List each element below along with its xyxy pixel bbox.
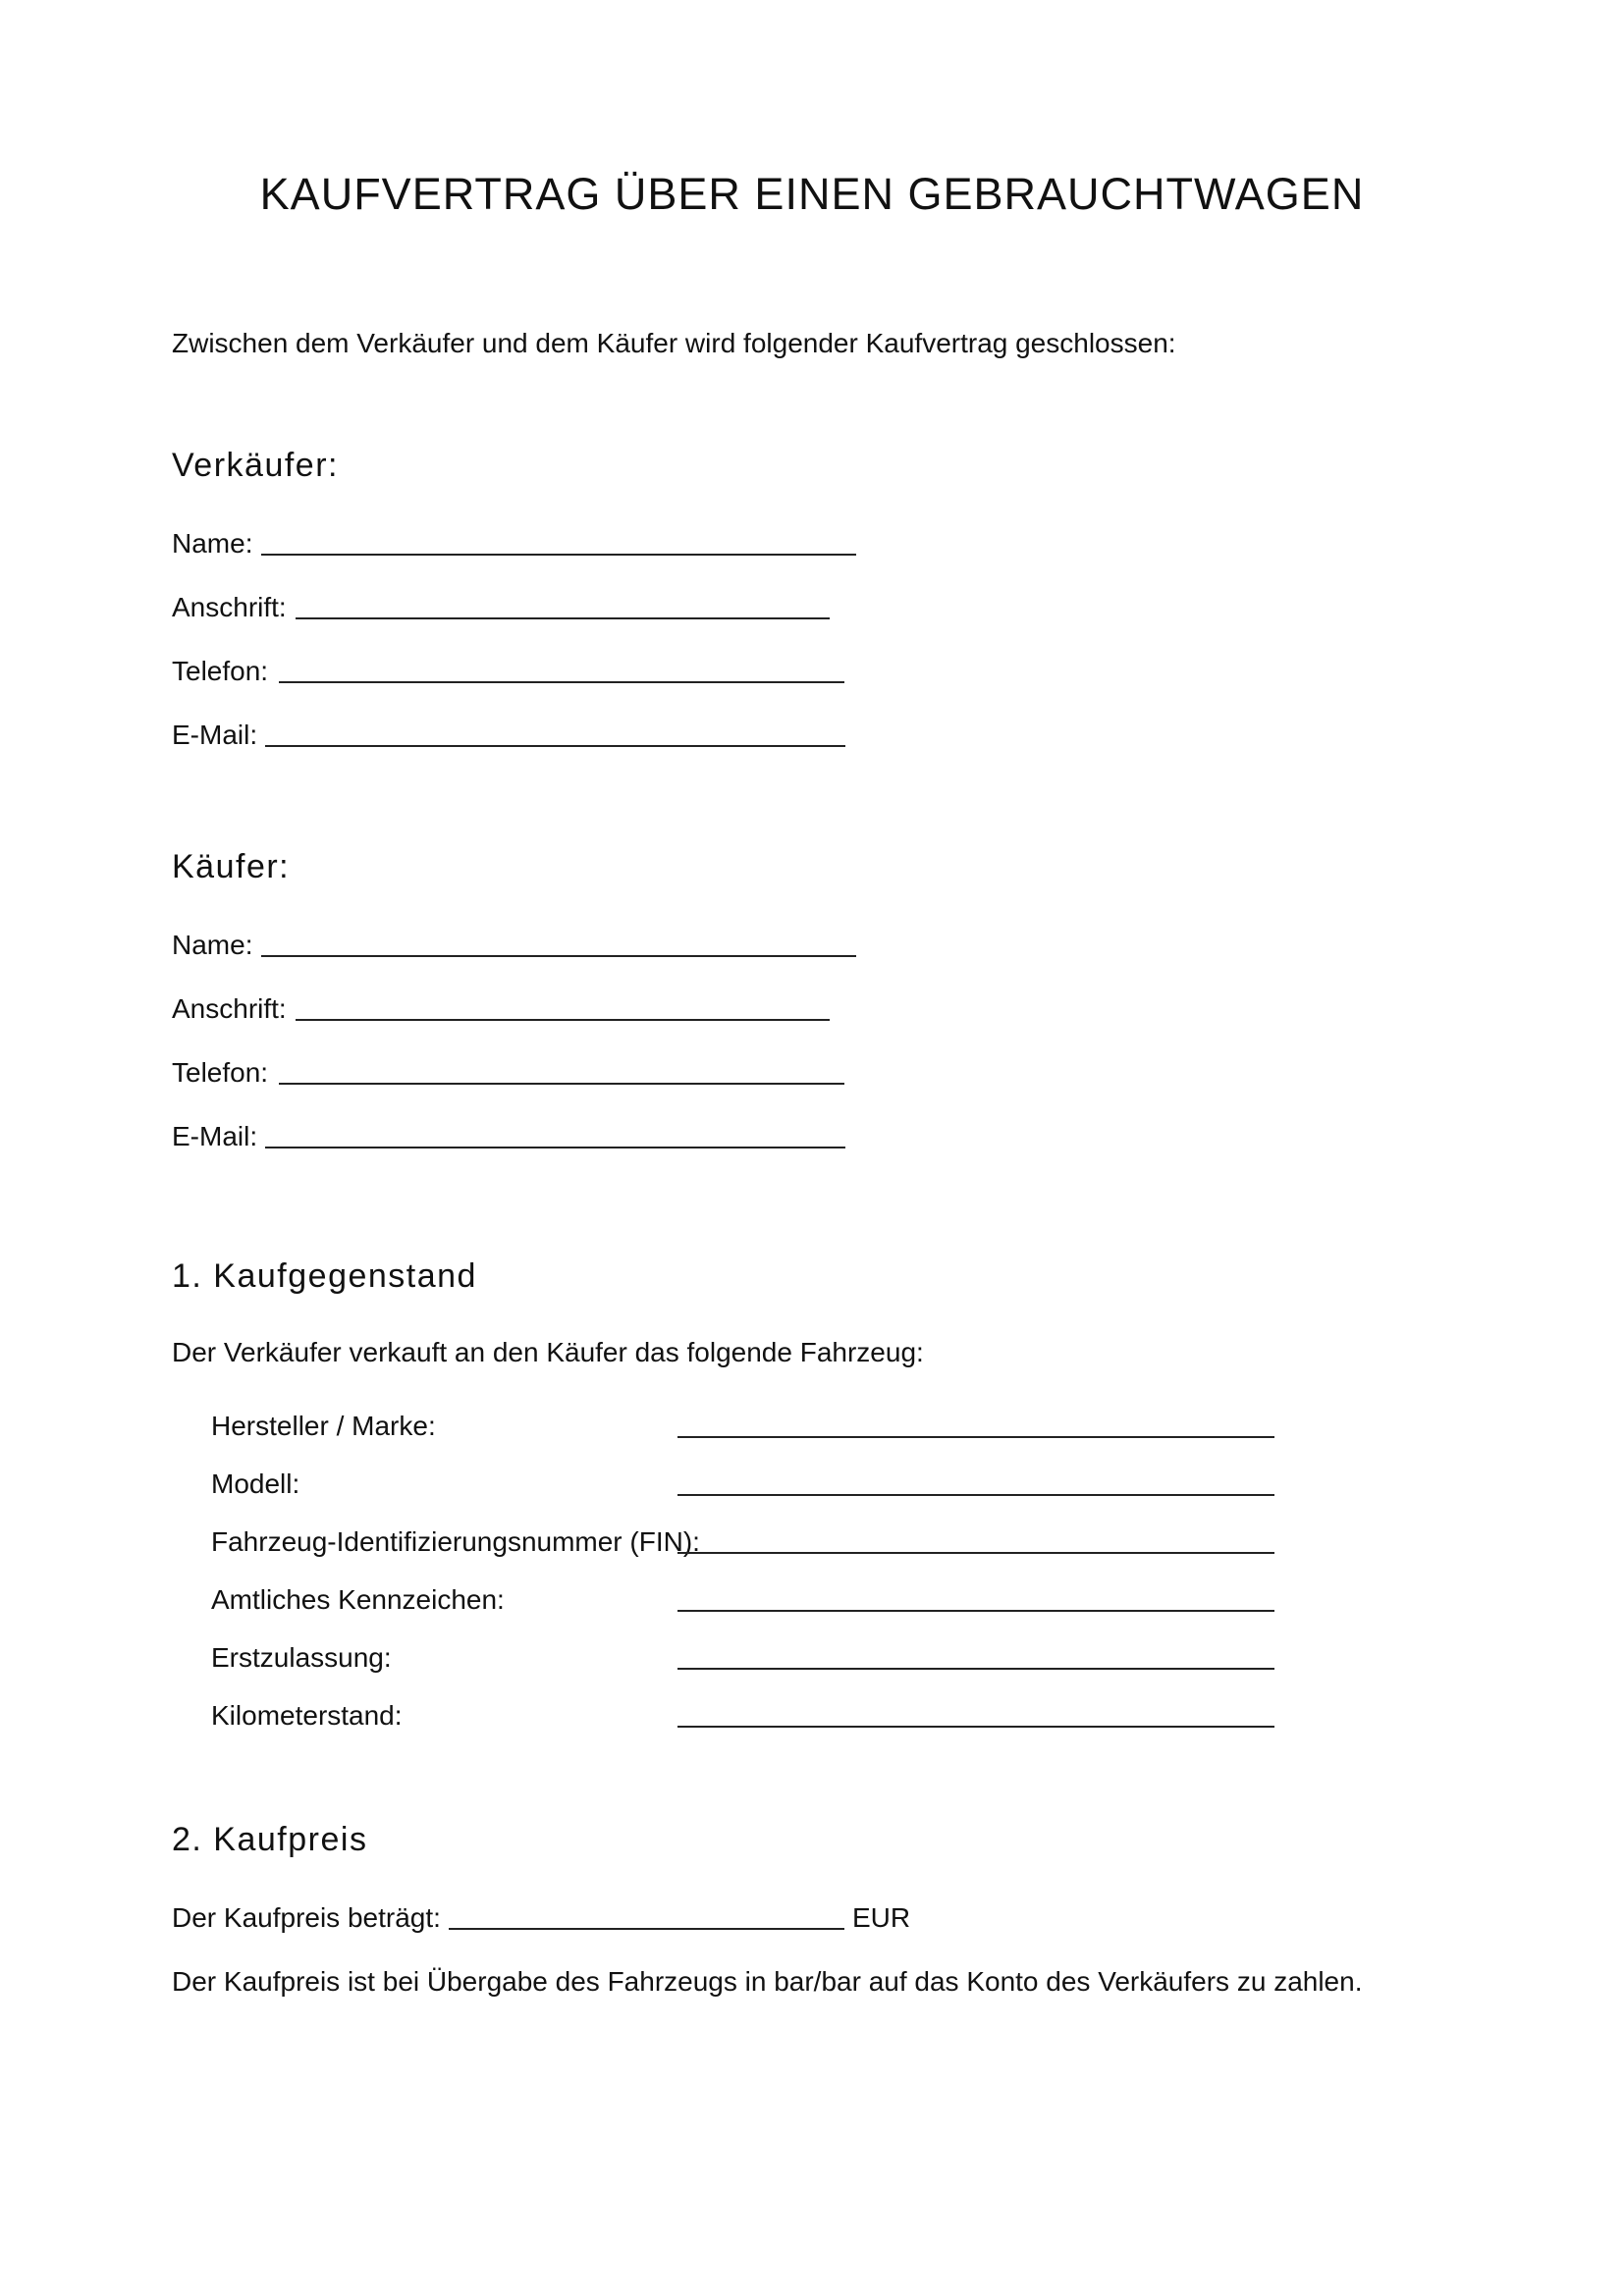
vehicle-mileage-field[interactable]: [677, 1726, 1274, 1728]
buyer-heading: Käufer:: [172, 848, 291, 885]
vehicle-vin-label: Fahrzeug-Identifizierungsnummer (FIN):: [211, 1526, 700, 1557]
section1-heading: 1. Kaufgegenstand: [172, 1257, 477, 1295]
vehicle-model-label: Modell:: [211, 1468, 300, 1499]
payment-terms-text: Der Kaufpreis ist bei Übergabe des Fahrzeugs in bar/bar auf das Konto des Verkäufers zu zahlen.: [172, 1966, 1363, 1997]
seller-address-field[interactable]: [296, 617, 830, 619]
buyer-phone-label: Telefon:: [172, 1057, 269, 1088]
seller-address-label: Anschrift:: [172, 592, 287, 622]
buyer-phone-field[interactable]: [279, 1083, 844, 1085]
section2-heading: 2. Kaufpreis: [172, 1821, 368, 1858]
intro-text: Zwischen dem Verkäufer und dem Käufer wird folgender Kaufvertrag geschlossen:: [172, 328, 1176, 358]
price-label: Der Kaufpreis beträgt:: [172, 1902, 441, 1933]
vehicle-mileage-label: Kilometerstand:: [211, 1700, 403, 1731]
vehicle-make-label: Hersteller / Marke:: [211, 1411, 436, 1441]
vehicle-model-field[interactable]: [677, 1494, 1274, 1496]
seller-name-label: Name:: [172, 528, 253, 559]
buyer-address-label: Anschrift:: [172, 993, 287, 1024]
vehicle-registration-field[interactable]: [677, 1668, 1274, 1670]
vehicle-registration-label: Erstzulassung:: [211, 1642, 392, 1673]
seller-phone-field[interactable]: [279, 681, 844, 683]
buyer-name-field[interactable]: [261, 955, 856, 957]
price-field[interactable]: [449, 1928, 844, 1930]
buyer-email-label: E-Mail:: [172, 1121, 258, 1151]
seller-name-field[interactable]: [261, 554, 856, 556]
vehicle-plate-label: Amtliches Kennzeichen:: [211, 1584, 505, 1615]
vehicle-vin-field[interactable]: [677, 1552, 1274, 1554]
seller-email-field[interactable]: [265, 745, 845, 747]
seller-heading: Verkäufer:: [172, 447, 339, 484]
section1-intro: Der Verkäufer verkauft an den Käufer das folgende Fahrzeug:: [172, 1337, 924, 1367]
seller-email-label: E-Mail:: [172, 720, 258, 750]
buyer-address-field[interactable]: [296, 1019, 830, 1021]
seller-phone-label: Telefon:: [172, 656, 269, 686]
vehicle-plate-field[interactable]: [677, 1610, 1274, 1612]
buyer-name-label: Name:: [172, 930, 253, 960]
document-title: KAUFVERTRAG ÜBER EINEN GEBRAUCHTWAGEN: [259, 169, 1365, 219]
vehicle-make-field[interactable]: [677, 1436, 1274, 1438]
buyer-email-field[interactable]: [265, 1147, 845, 1148]
price-currency: EUR: [852, 1902, 911, 1933]
